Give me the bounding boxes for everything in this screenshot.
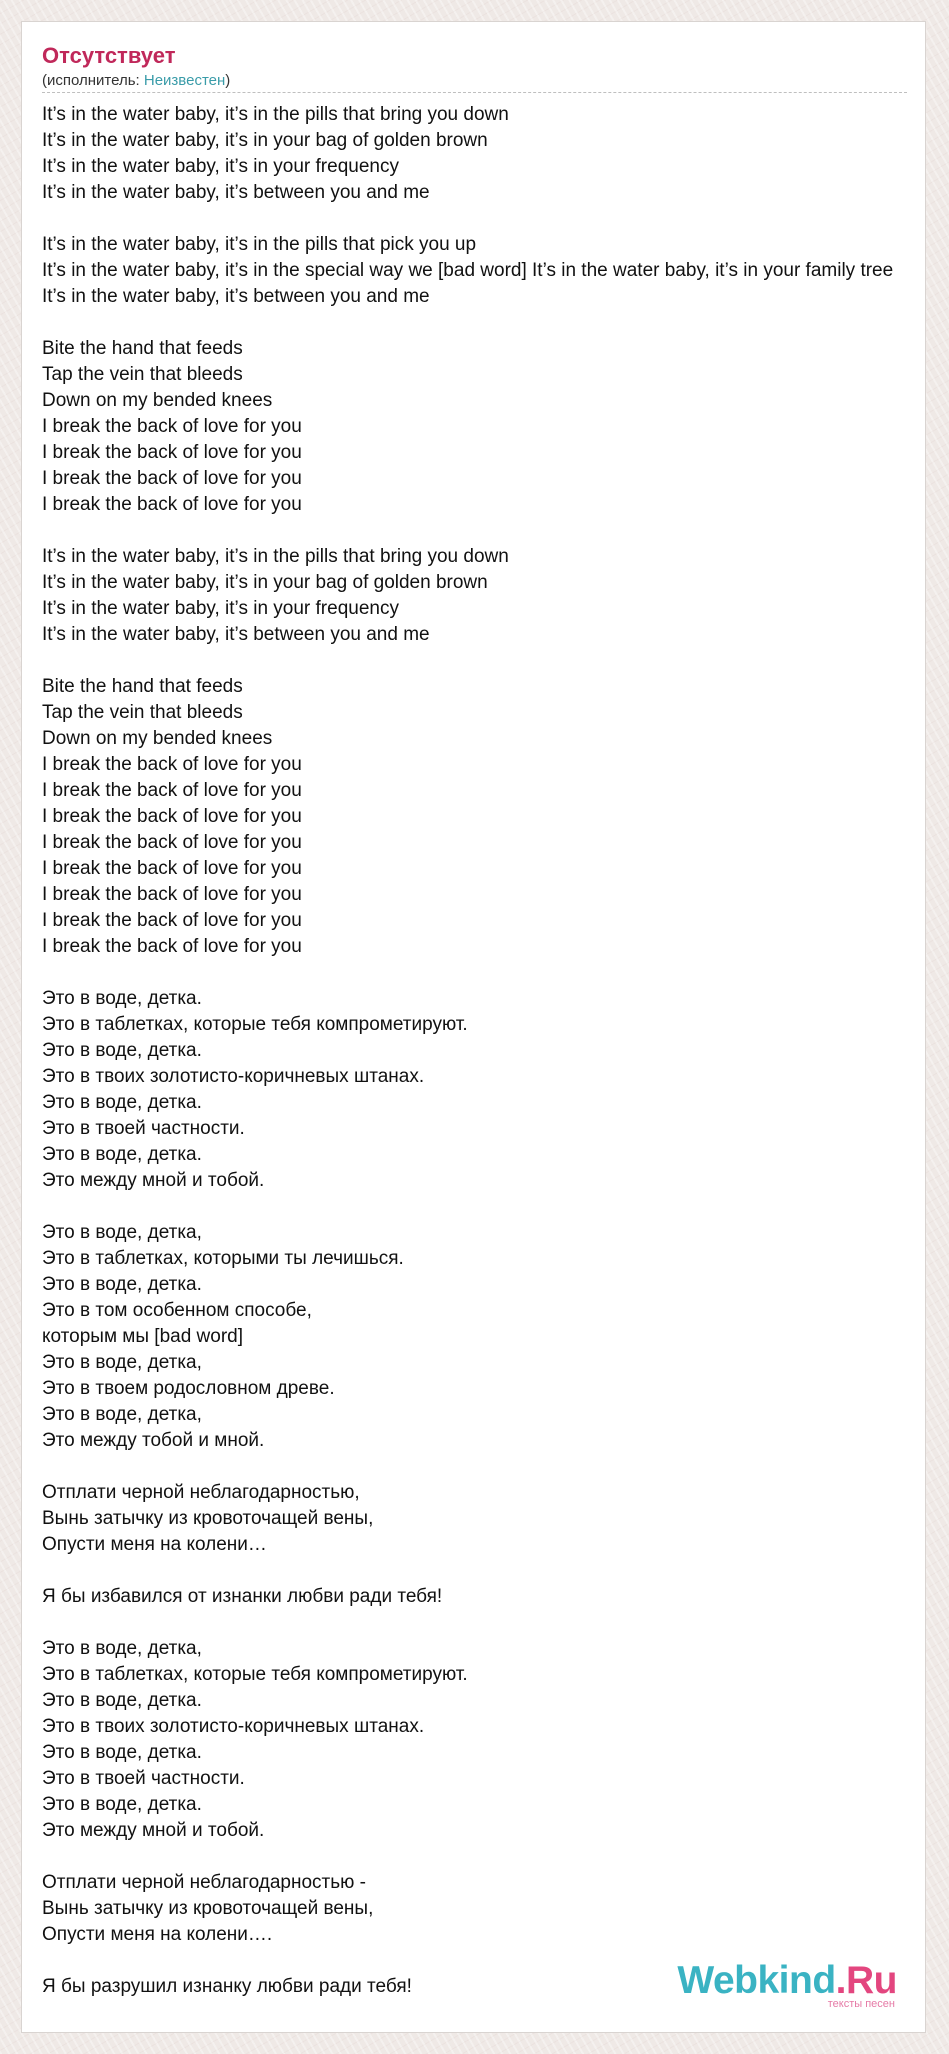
stanza-break — [42, 1454, 925, 1480]
stanza-break — [42, 1844, 925, 1870]
lyric-line: I break the back of love for you — [42, 416, 302, 437]
artist-suffix: ) — [225, 72, 231, 89]
lyric-line: Это в воде, детка. — [42, 1092, 202, 1113]
lyric-line: I break the back of love for you — [42, 442, 302, 463]
lyric-line: Это в воде, детка, — [42, 1352, 202, 1373]
song-title: Отсутствует — [42, 43, 176, 68]
lyric-line: I break the back of love for you — [42, 858, 302, 879]
lyric-line: Это в воде, детка. — [42, 988, 202, 1009]
lyric-line: Это между мной и тобой. — [42, 1170, 265, 1191]
stanza-break — [42, 310, 925, 336]
stanza-break — [42, 206, 925, 232]
lyric-line: It’s in the water baby, it’s in your frequency — [42, 598, 399, 619]
lyric-line: Это в воде, детка. — [42, 1274, 202, 1295]
lyric-line: It’s in the water baby, it’s between you and me — [42, 182, 430, 203]
lyric-line: Это в воде, детка, — [42, 1222, 202, 1243]
lyric-line: Отплати черной неблагодарностью, — [42, 1482, 360, 1503]
lyric-line: It’s in the water baby, it’s in the pills that bring you down — [42, 104, 509, 125]
lyric-line: Это в воде, детка. — [42, 1794, 202, 1815]
lyric-line: Это в таблетках, которыми ты лечишься. — [42, 1248, 404, 1269]
stanza-break — [42, 1610, 925, 1636]
lyric-line: Опусти меня на колени…. — [42, 1924, 273, 1945]
lyric-line: I break the back of love for you — [42, 910, 302, 931]
lyric-line: Это в таблетках, которые тебя компрометируют. — [42, 1664, 468, 1685]
stanza-break — [42, 1558, 925, 1584]
lyric-line: Это в том особенном способе, — [42, 1300, 312, 1321]
stanza-break — [42, 960, 925, 986]
lyric-line: It’s in the water baby, it’s in the pills that bring you down — [42, 546, 509, 567]
lyric-line: It’s in the water baby, it’s in your bag of golden brown — [42, 130, 488, 151]
lyric-line: Down on my bended knees — [42, 390, 273, 411]
lyric-line: Вынь затычку из кровоточащей вены, — [42, 1898, 374, 1919]
webkind-logo[interactable] — [677, 1961, 897, 2010]
lyric-line: I break the back of love for you — [42, 884, 302, 905]
lyric-line: It’s in the water baby, it’s in your frequency — [42, 156, 399, 177]
lyric-line: I break the back of love for you — [42, 468, 302, 489]
lyric-line: Это в воде, детка, — [42, 1638, 202, 1659]
lyric-line: Это в таблетках, которые тебя компрометируют. — [42, 1014, 468, 1035]
lyric-line: It’s in the water baby, it’s in the special way we [bad word] It’s in the water baby, it’s in your family tree — [42, 260, 894, 281]
lyric-line: Это в воде, детка, — [42, 1404, 202, 1425]
artist-prefix: (исполнитель: — [42, 72, 144, 89]
lyric-line: It’s in the water baby, it’s between you and me — [42, 624, 430, 645]
lyric-line: I break the back of love for you — [42, 754, 302, 775]
artist-line — [42, 72, 907, 90]
lyric-line: Это в твоих золотисто-коричневых штанах. — [42, 1716, 425, 1737]
lyric-line: I break the back of love for you — [42, 936, 302, 957]
lyric-line: Bite the hand that feeds — [42, 338, 243, 359]
artist-link[interactable]: Неизвестен — [143, 72, 226, 89]
stanza-break — [42, 648, 925, 674]
lyric-line: Это в воде, детка. — [42, 1040, 202, 1061]
lyric-line: Это между мной и тобой. — [42, 1820, 265, 1841]
lyric-line: I break the back of love for you — [42, 806, 302, 827]
logo-tagline: тексты песен — [827, 1998, 895, 2010]
lyric-line: I break the back of love for you — [42, 832, 302, 853]
lyric-line: Это в воде, детка. — [42, 1144, 202, 1165]
lyric-line: Это в твоем родословном древе. — [42, 1378, 335, 1399]
lyric-line: Это между тобой и мной. — [42, 1430, 265, 1451]
lyric-line: Tap the vein that bleeds — [42, 364, 243, 385]
lyric-line: Опусти меня на колени… — [42, 1534, 267, 1555]
lyric-line: Это в воде, детка. — [42, 1742, 202, 1763]
lyric-line: Это в твоей частности. — [42, 1118, 245, 1139]
lyric-line: Это в воде, детка. — [42, 1690, 202, 1711]
lyric-line: Я бы избавился от изнанки любви ради тебя! — [42, 1586, 443, 1607]
lyric-line: Это в твоей частности. — [42, 1768, 245, 1789]
song-header — [42, 42, 907, 93]
lyric-line: Tap the vein that bleeds — [42, 702, 243, 723]
lyric-line: Down on my bended knees — [42, 728, 273, 749]
lyric-line: It’s in the water baby, it’s between you and me — [42, 286, 430, 307]
stanza-break — [42, 1194, 925, 1220]
stanza-break — [42, 518, 925, 544]
logo-wordmark — [677, 1961, 897, 2001]
logo-tld: .Ru — [835, 1959, 897, 2002]
lyric-line: Bite the hand that feeds — [42, 676, 243, 697]
lyric-line: Я бы разрушил изнанку любви ради тебя! — [42, 1976, 412, 1997]
logo-brand: Webkind — [677, 1959, 836, 2002]
lyric-line: Вынь затычку из кровоточащей вены, — [42, 1508, 374, 1529]
lyric-line: I break the back of love for you — [42, 494, 302, 515]
lyric-line: Это в твоих золотисто-коричневых штанах. — [42, 1066, 425, 1087]
lyrics-text — [42, 102, 925, 2000]
lyric-line: Отплати черной неблагодарностью - — [42, 1872, 367, 1893]
lyric-line: I break the back of love for you — [42, 780, 302, 801]
lyrics-card — [21, 21, 926, 2033]
lyric-line: It’s in the water baby, it’s in the pills that pick you up — [42, 234, 477, 255]
lyric-line: которым мы [bad word] — [42, 1326, 244, 1347]
lyric-line: It’s in the water baby, it’s in your bag of golden brown — [42, 572, 488, 593]
